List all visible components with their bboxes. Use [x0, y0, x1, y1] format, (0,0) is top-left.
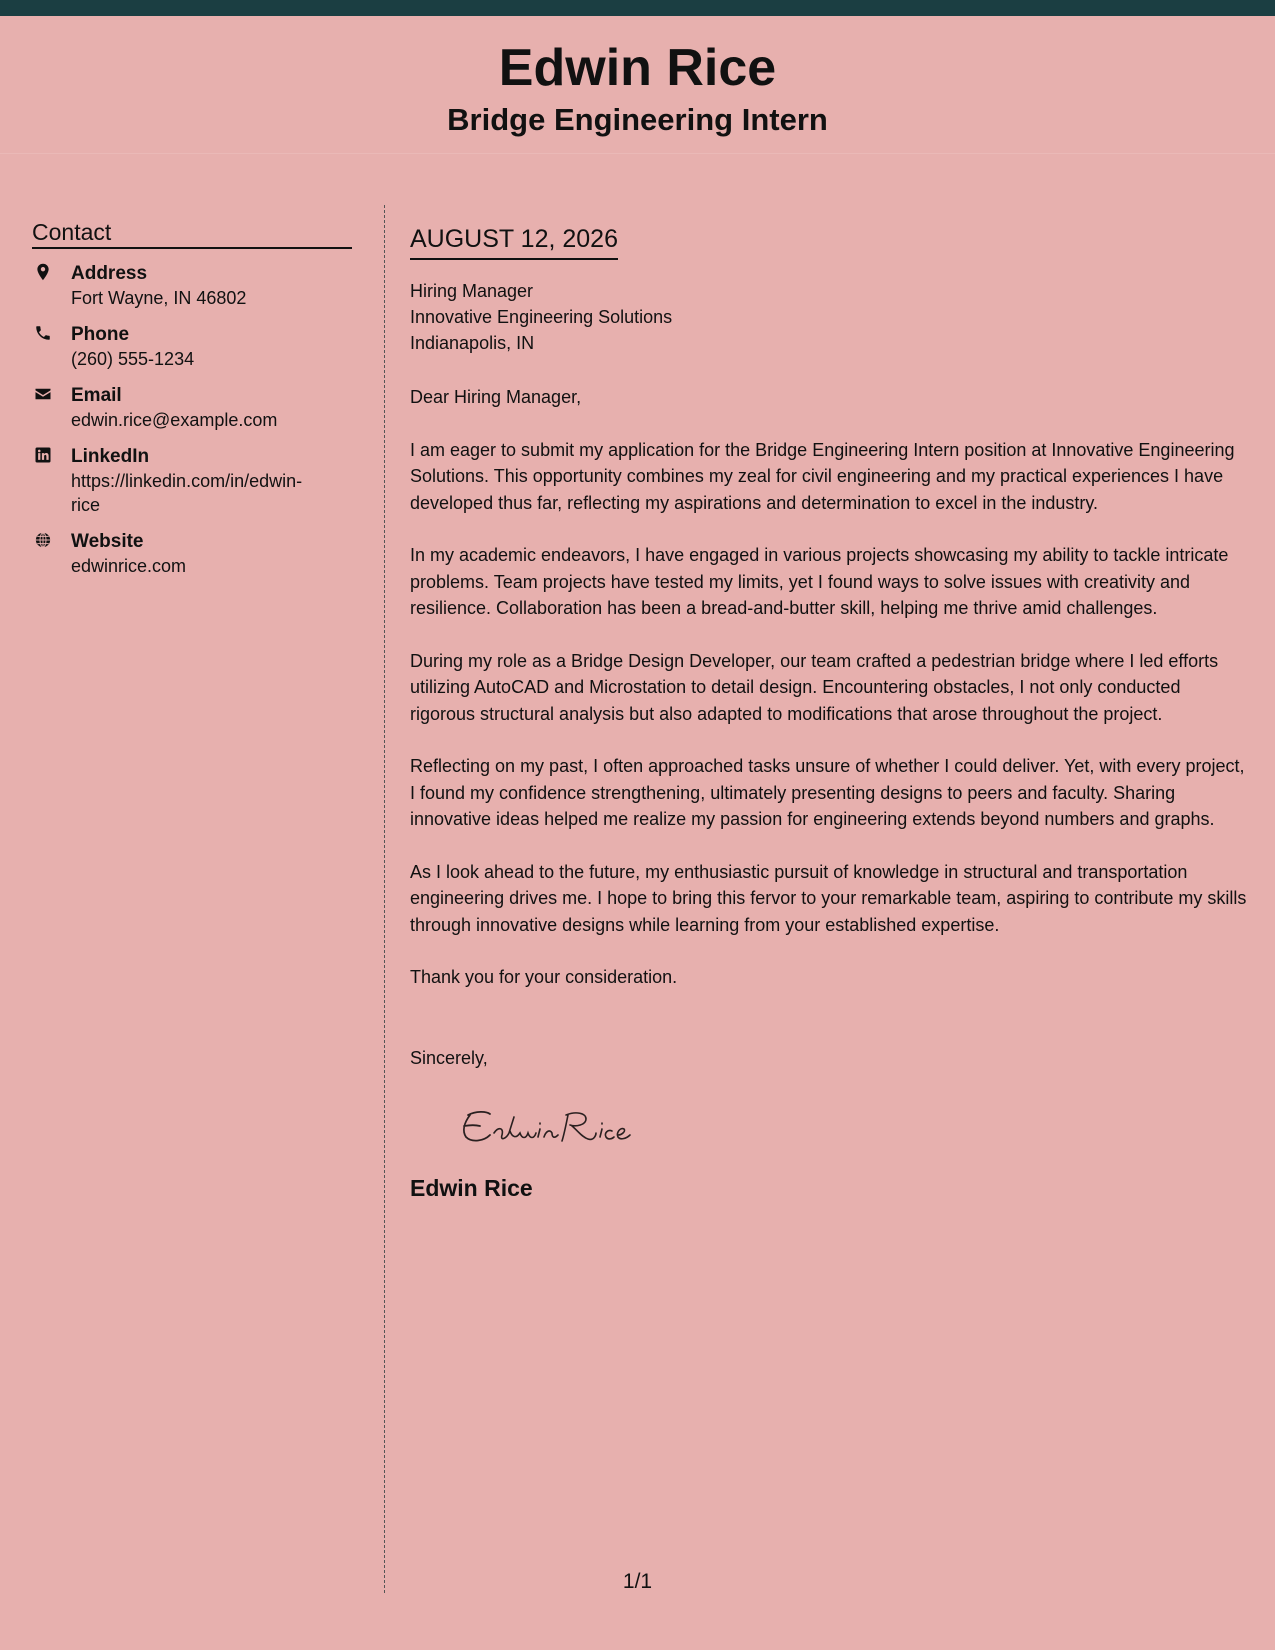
- phone-value[interactable]: (260) 555-1234: [71, 349, 195, 370]
- column-divider: [384, 205, 385, 1593]
- contact-label: Address: [71, 263, 148, 285]
- contact-item-email: [32, 383, 352, 432]
- contact-heading: Contact: [32, 220, 352, 249]
- contact-label: Email: [71, 385, 122, 407]
- letter-date: AUGUST 12, 2026: [410, 224, 618, 260]
- closing: Sincerely,: [410, 1047, 488, 1068]
- linkedin-icon: [34, 446, 52, 464]
- envelope-icon: [34, 385, 52, 403]
- body-paragraph: Reflecting on my past, I often approached tasks unsure of whether I could deliver. Yet, with every project, I found my confidence strengthening, ultimately presenting designs to peers and faculty. Sharing innovative ideas helped me realize my passion for engineering extends beyond numbers and graphs.: [410, 756, 1245, 829]
- contact-label: Website: [71, 531, 144, 553]
- letter-body: [410, 220, 1250, 1202]
- signer-name: Edwin Rice: [410, 1175, 533, 1201]
- contact-sidebar: [32, 220, 352, 590]
- recipient-line: Innovative Engineering Solutions: [410, 307, 673, 327]
- website-value[interactable]: edwinrice.com: [71, 556, 187, 577]
- body-paragraph: As I look ahead to the future, my enthusiastic pursuit of knowledge in structural and transportation engineering drives me. I hope to bring this fervor to your remarkable team, aspiring to contribute my skills through innovative designs while learning from your established expertise.: [410, 861, 1247, 935]
- top-accent-bar: [0, 0, 1275, 16]
- header-divider: [0, 153, 1275, 154]
- body-paragraph: I am eager to submit my application for the Bridge Engineering Intern position at Innovative Engineering Solutions. This opportunity combines my zeal for civil engineering and my practical experiences I have developed thus far, reflecting my aspirations and determination to excel in the industry.: [410, 439, 1235, 513]
- salutation: Dear Hiring Manager,: [410, 387, 582, 407]
- recipient-line: Indianapolis, IN: [410, 333, 535, 353]
- contact-item-phone: [32, 322, 352, 371]
- applicant-name: Edwin Rice: [498, 39, 777, 97]
- recipient-block: [410, 278, 1250, 356]
- contact-item-linkedin: [32, 444, 352, 517]
- thank-you-line: Thank you for your consideration.: [410, 967, 678, 987]
- map-marker-icon: [34, 263, 52, 281]
- contact-label: Phone: [71, 324, 130, 346]
- contact-item-website: [32, 529, 352, 578]
- contact-list: [32, 261, 352, 578]
- globe-icon: [34, 531, 52, 549]
- header: [0, 16, 1275, 154]
- address-value: Fort Wayne, IN 46802: [71, 288, 247, 309]
- handwritten-signature: [454, 1105, 1250, 1151]
- contact-item-address: [32, 261, 352, 310]
- contact-label: LinkedIn: [71, 446, 150, 468]
- linkedin-value[interactable]: https://linkedin.com/in/edwin-rice: [71, 471, 303, 516]
- body-paragraph: In my academic endeavors, I have engaged in various projects showcasing my ability to tackle intricate problems. Team projects have tested my limits, yet I found ways to solve issues with creativity and resilience. Collaboration has been a bread-and-butter skill, helping me thrive amid challenges.: [410, 545, 1229, 618]
- job-title: Bridge Engineering Intern: [447, 102, 828, 137]
- body-paragraph: During my role as a Bridge Design Developer, our team crafted a pedestrian bridge where I led efforts utilizing AutoCAD and Microstation to detail design. Encountering obstacles, I not only conducted rigorous structural analysis but also adapted to modifications that arose throughout the project.: [410, 650, 1219, 724]
- email-value[interactable]: edwin.rice@example.com: [71, 410, 278, 431]
- phone-icon: [34, 324, 52, 342]
- page-number: 1/1: [622, 1570, 653, 1593]
- recipient-line: Hiring Manager: [410, 281, 534, 301]
